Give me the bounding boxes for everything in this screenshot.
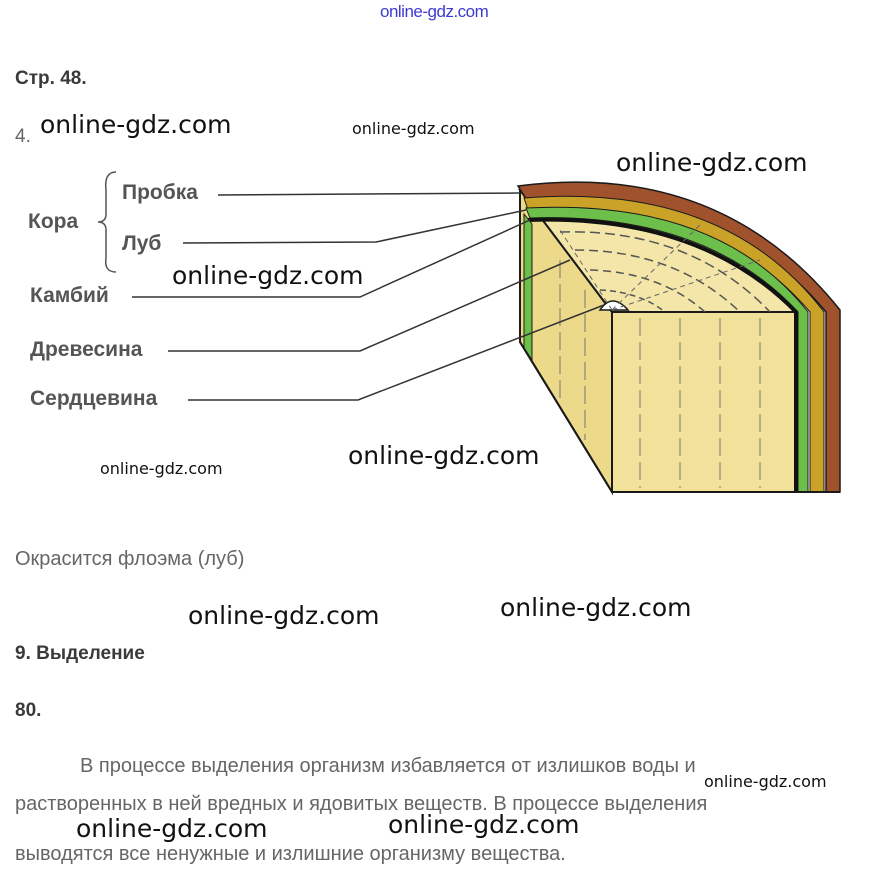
section-heading: 9. Выделение	[15, 643, 145, 664]
subtask-number: 80.	[15, 700, 42, 721]
label-bark-group: Кора	[28, 210, 79, 233]
watermark: online-gdz.com	[76, 814, 268, 843]
paragraph-line: В процессе выделения организм избавляется от излишков воды и	[80, 755, 696, 777]
label-cork: Пробка	[122, 181, 198, 204]
watermark: online-gdz.com	[704, 772, 827, 791]
watermark: online-gdz.com	[100, 459, 223, 478]
watermark: online-gdz.com	[172, 261, 364, 290]
bast-left-strip	[524, 214, 532, 360]
leader-cork	[218, 193, 520, 195]
answer-text: Окрасится флоэма (луб)	[15, 548, 245, 570]
watermark: online-gdz.com	[388, 810, 580, 839]
task-number: 4.	[15, 126, 31, 147]
watermark: online-gdz.com	[500, 593, 692, 622]
paragraph-line: выводятся все ненужные и излишние организму вещества.	[15, 843, 566, 865]
watermark: online-gdz.com	[188, 601, 380, 630]
label-wood: Древесина	[30, 338, 143, 361]
watermark: online-gdz.com	[348, 441, 540, 470]
watermark: online-gdz.com	[40, 110, 232, 139]
label-bast: Луб	[122, 232, 162, 255]
label-cambium: Камбий	[30, 284, 109, 307]
paragraph-line: растворенных в ней вредных и ядовитых веществ. В процессе выделения	[15, 793, 708, 815]
wood-front-face	[612, 312, 795, 492]
page-heading: Стр. 48.	[15, 68, 87, 89]
bark-brace	[98, 172, 116, 272]
watermark: online-gdz.com	[616, 148, 808, 177]
leader-bast	[183, 210, 526, 243]
watermark: online-gdz.com	[352, 119, 475, 138]
watermark-top: online-gdz.com	[380, 2, 489, 21]
label-pith: Сердцевина	[30, 387, 158, 410]
